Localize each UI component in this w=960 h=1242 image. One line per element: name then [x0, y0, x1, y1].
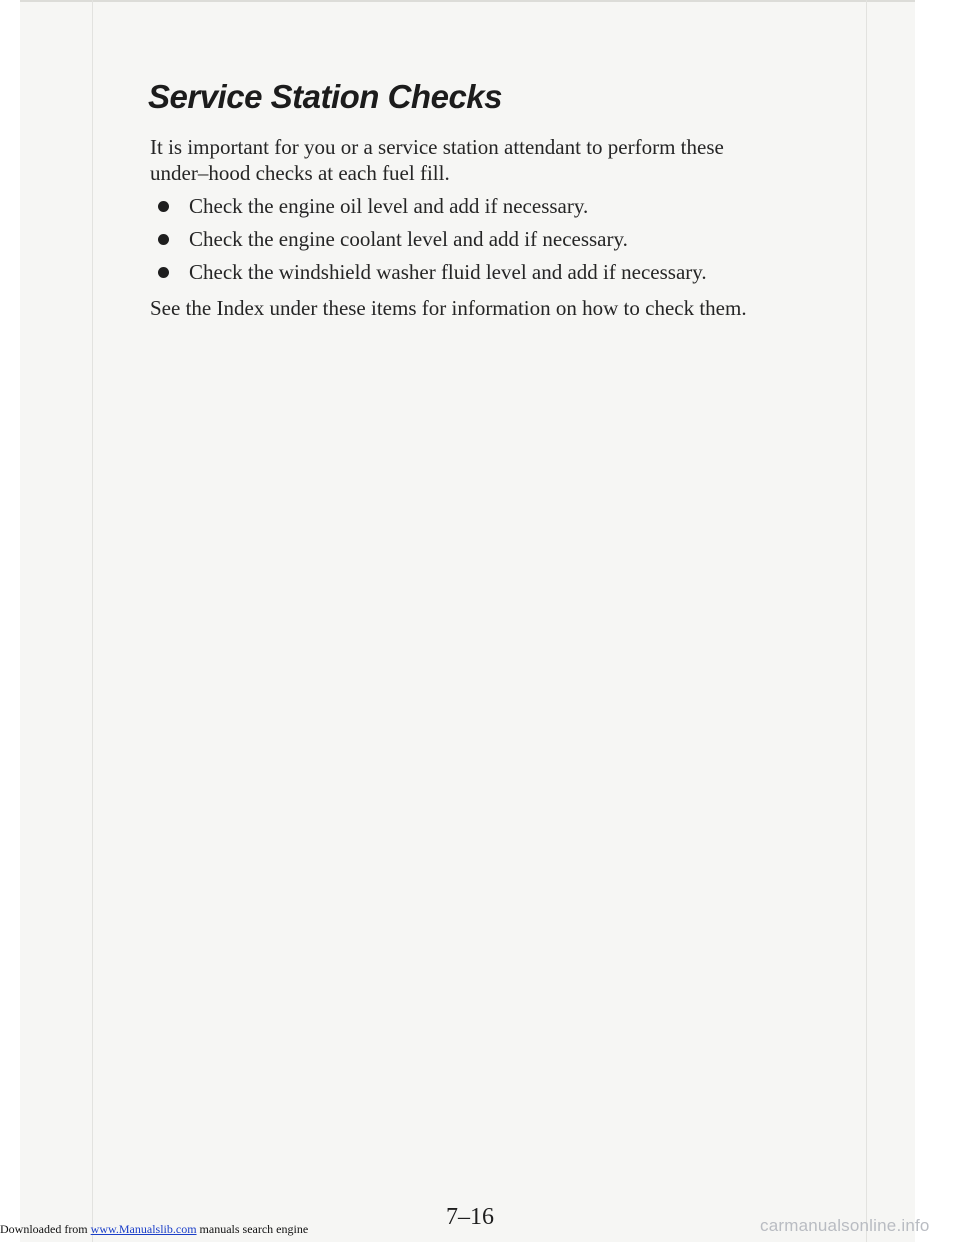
- list-item-text: Check the windshield washer fluid level and add if necessary.: [189, 260, 707, 284]
- list-item: [158, 190, 707, 223]
- list-item-text: Check the engine oil level and add if necessary.: [189, 194, 589, 218]
- list-item-text: Check the engine coolant level and add if necessary.: [189, 227, 628, 251]
- bullet-icon: [158, 267, 169, 278]
- footer-prefix: Downloaded from: [0, 1222, 88, 1236]
- manualslib-link[interactable]: www.Manualslib.com: [90, 1222, 197, 1236]
- list-item: [158, 256, 707, 289]
- list-item: [158, 223, 707, 256]
- watermark: carmanualsonline.info: [760, 1216, 930, 1235]
- page-number: 7–16: [446, 1204, 494, 1230]
- bullet-icon: [158, 201, 169, 212]
- check-list: [158, 190, 707, 289]
- top-rule: [20, 0, 915, 2]
- download-footer: [0, 1222, 308, 1237]
- bullet-icon: [158, 234, 169, 245]
- see-index-paragraph: See the Index under these items for information on how to check them.: [150, 296, 747, 320]
- scan-edge-left: [92, 0, 93, 1242]
- scan-edge-right: [866, 0, 867, 1242]
- section-heading: Service Station Checks: [148, 78, 502, 115]
- intro-paragraph: It is important for you or a service station attendant to perform these under–hood checks at each fuel fill.: [150, 135, 724, 185]
- manual-page: [20, 0, 915, 1242]
- footer-suffix: manuals search engine: [199, 1222, 309, 1236]
